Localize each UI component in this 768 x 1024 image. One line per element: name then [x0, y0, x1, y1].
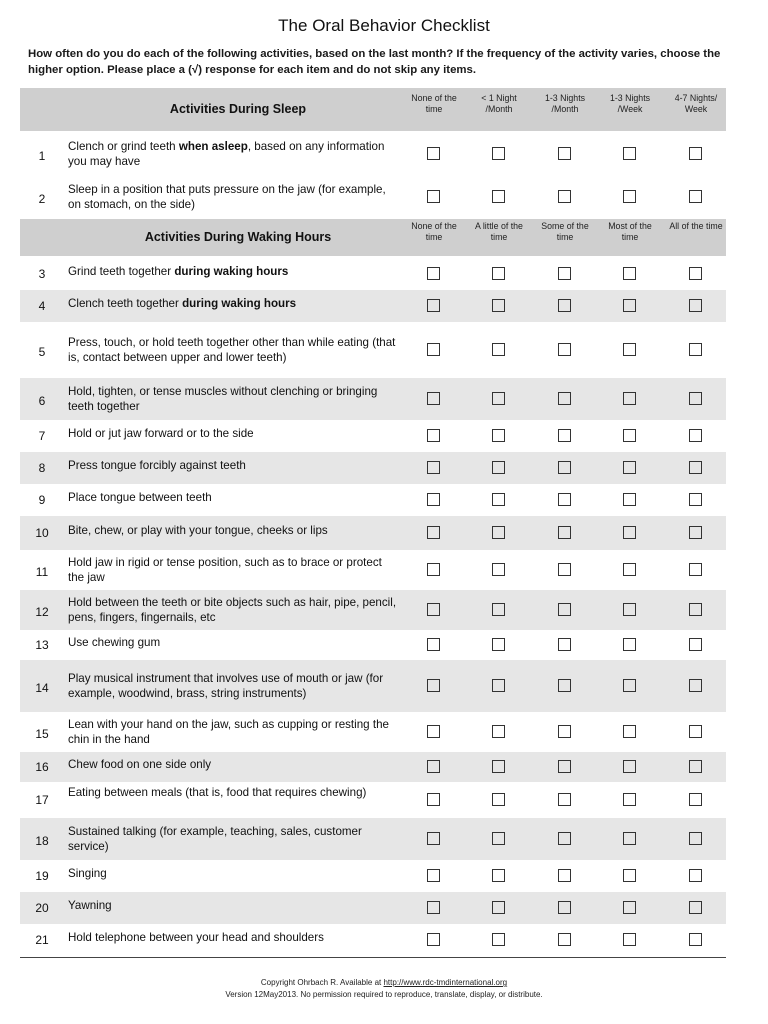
response-checkbox-5[interactable]: [689, 679, 702, 692]
item-row: [20, 550, 726, 590]
item-description: [68, 824, 398, 854]
item-description: [68, 671, 398, 701]
item-description: [68, 757, 398, 772]
item-row: [20, 420, 726, 452]
response-checkbox-1[interactable]: [427, 760, 440, 773]
item-number: 14: [35, 681, 49, 695]
response-checkbox-5[interactable]: [689, 901, 702, 914]
response-checkbox-3[interactable]: [558, 392, 571, 405]
item-row: [20, 177, 726, 217]
item-number: 17: [35, 793, 49, 807]
item-text: Hold, tighten, or tense muscles without clenching or bringing teeth together: [68, 385, 378, 413]
item-description: [68, 930, 398, 945]
response-checkbox-3[interactable]: [558, 793, 571, 806]
item-number: 13: [35, 638, 49, 652]
response-checkbox-3[interactable]: [558, 638, 571, 651]
response-checkbox-4[interactable]: [623, 933, 636, 946]
response-checkbox-5[interactable]: [689, 603, 702, 616]
item-number: 9: [38, 493, 46, 507]
item-description: [68, 785, 398, 800]
response-checkbox-4[interactable]: [623, 429, 636, 442]
response-checkbox-2[interactable]: [492, 461, 505, 474]
response-checkbox-3[interactable]: [558, 461, 571, 474]
item-description: [68, 296, 398, 311]
item-row: [20, 378, 726, 420]
response-checkbox-2[interactable]: [492, 392, 505, 405]
item-description: [68, 490, 398, 505]
response-checkbox-4[interactable]: [623, 901, 636, 914]
response-checkbox-4[interactable]: [623, 760, 636, 773]
item-description: [68, 898, 398, 913]
response-checkbox-2[interactable]: [492, 901, 505, 914]
item-number: 6: [38, 394, 46, 408]
item-text: Grind teeth together: [68, 265, 175, 278]
response-checkbox-4[interactable]: [623, 563, 636, 576]
response-checkbox-5[interactable]: [689, 493, 702, 506]
response-checkbox-5[interactable]: [689, 190, 702, 203]
item-number: 16: [35, 760, 49, 774]
response-checkbox-4[interactable]: [623, 526, 636, 539]
response-checkbox-3[interactable]: [558, 933, 571, 946]
response-checkbox-1[interactable]: [427, 526, 440, 539]
response-checkbox-2[interactable]: [492, 638, 505, 651]
response-checkbox-5[interactable]: [689, 760, 702, 773]
response-checkbox-4[interactable]: [623, 793, 636, 806]
response-checkbox-5[interactable]: [689, 343, 702, 356]
waking-col-header-4: Most of the time: [608, 221, 652, 242]
response-checkbox-1[interactable]: [427, 190, 440, 203]
item-description: [68, 426, 398, 441]
response-checkbox-1[interactable]: [427, 869, 440, 882]
item-number: 18: [35, 834, 49, 848]
item-row: [20, 133, 726, 175]
item-text-bold: during waking hours: [174, 265, 289, 278]
item-number: 7: [38, 429, 46, 443]
response-checkbox-3[interactable]: [558, 760, 571, 773]
item-row: [20, 782, 726, 818]
item-text: Sustained talking (for example, teaching, sales, customer service): [68, 825, 362, 853]
response-checkbox-4[interactable]: [623, 147, 636, 160]
instructions: How often do you do each of the following activities, based on the last month? If the frequency of the activity varies, choose the higher option. Please place a (√) response for each item and do not skip any items.: [28, 48, 721, 76]
waking-col-header-1: None of the time: [411, 221, 457, 242]
response-checkbox-3[interactable]: [558, 603, 571, 616]
item-text-suffix: , based on any information you may have: [68, 140, 385, 168]
sleep-col-header-3: 1-3 Nights /Month: [544, 93, 586, 114]
waking-col-header-5: All of the time: [669, 221, 723, 231]
item-row: [20, 924, 726, 956]
response-checkbox-5[interactable]: [689, 793, 702, 806]
item-text: Bite, chew, or play with your tongue, cheeks or lips: [68, 524, 328, 537]
item-row: [20, 630, 726, 660]
item-number: 12: [35, 605, 49, 619]
item-text: Sleep in a position that puts pressure on the jaw (for example, on stomach, on the side): [68, 183, 386, 211]
response-checkbox-1[interactable]: [427, 429, 440, 442]
item-text: Clench or grind teeth: [68, 140, 179, 153]
response-checkbox-3[interactable]: [558, 832, 571, 845]
sleep-section-title: Activities During Sleep: [169, 101, 307, 116]
response-checkbox-2[interactable]: [492, 190, 505, 203]
item-row: [20, 258, 726, 290]
item-row: [20, 452, 726, 484]
response-checkbox-5[interactable]: [689, 638, 702, 651]
item-number: 10: [35, 526, 49, 540]
item-number: 4: [38, 299, 46, 313]
item-text: Chew food on one side only: [68, 758, 212, 771]
waking-section-title: Activities During Waking Hours: [144, 229, 332, 244]
item-row: [20, 322, 726, 378]
item-text: Press, touch, or hold teeth together other than while eating (that is, contact between upper and lower teeth): [68, 336, 396, 364]
item-description: [68, 717, 398, 747]
item-text: Place tongue between teeth: [68, 491, 212, 504]
sleep-col-header-4: 1-3 Nights /Week: [609, 93, 651, 114]
response-checkbox-3[interactable]: [558, 343, 571, 356]
response-checkbox-2[interactable]: [492, 679, 505, 692]
response-checkbox-1[interactable]: [427, 299, 440, 312]
item-row: [20, 752, 726, 782]
footer-copyright-prefix: Copyright Ohrbach R. Available at: [260, 978, 384, 987]
item-text-bold: during waking hours: [182, 297, 297, 310]
item-description: [68, 182, 398, 212]
response-checkbox-1[interactable]: [427, 343, 440, 356]
response-checkbox-2[interactable]: [492, 603, 505, 616]
item-description: [68, 555, 398, 585]
item-description: [68, 384, 398, 414]
response-checkbox-1[interactable]: [427, 638, 440, 651]
item-text: Hold jaw in rigid or tense position, such as to brace or protect the jaw: [68, 556, 382, 584]
response-checkbox-4[interactable]: [623, 190, 636, 203]
item-number: 3: [38, 267, 46, 281]
item-text: Eating between meals (that is, food that requires chewing): [68, 786, 367, 799]
response-checkbox-4[interactable]: [623, 638, 636, 651]
response-checkbox-2[interactable]: [492, 869, 505, 882]
item-row: [20, 660, 726, 712]
item-number: 8: [38, 461, 46, 475]
response-checkbox-4[interactable]: [623, 267, 636, 280]
item-description: [68, 458, 398, 473]
item-number: 1: [38, 149, 46, 163]
response-checkbox-2[interactable]: [492, 725, 505, 738]
item-row: [20, 892, 726, 924]
page-title: The Oral Behavior Checklist: [278, 16, 490, 35]
response-checkbox-5[interactable]: [689, 725, 702, 738]
response-checkbox-4[interactable]: [623, 869, 636, 882]
item-text: Yawning: [68, 899, 112, 912]
footer-url-link[interactable]: http://www.rdc-tmdinternational.org: [383, 978, 508, 987]
response-checkbox-5[interactable]: [689, 392, 702, 405]
response-checkbox-2[interactable]: [492, 563, 505, 576]
response-checkbox-4[interactable]: [623, 725, 636, 738]
sleep-col-header-5: 4-7 Nights/ Week: [674, 93, 718, 114]
response-checkbox-5[interactable]: [689, 832, 702, 845]
item-text: Hold telephone between your head and shoulders: [68, 931, 324, 944]
item-text: Clench teeth together: [68, 297, 183, 310]
response-checkbox-2[interactable]: [492, 493, 505, 506]
response-checkbox-5[interactable]: [689, 933, 702, 946]
response-checkbox-3[interactable]: [558, 147, 571, 160]
response-checkbox-4[interactable]: [623, 461, 636, 474]
item-text: Hold between the teeth or bite objects such as hair, pipe, pencil, pens, fingers, fingernails, etc: [68, 596, 397, 624]
response-checkbox-5[interactable]: [689, 147, 702, 160]
item-row: [20, 818, 726, 860]
response-checkbox-2[interactable]: [492, 760, 505, 773]
response-checkbox-1[interactable]: [427, 461, 440, 474]
item-number: 15: [35, 727, 49, 741]
sleep-header-row: [20, 88, 726, 131]
response-checkbox-2[interactable]: [492, 267, 505, 280]
item-row: [20, 290, 726, 322]
response-checkbox-1[interactable]: [427, 933, 440, 946]
item-number: 19: [35, 869, 49, 883]
item-description: [68, 264, 398, 279]
response-checkbox-3[interactable]: [558, 190, 571, 203]
response-checkbox-3[interactable]: [558, 493, 571, 506]
response-checkbox-4[interactable]: [623, 679, 636, 692]
item-description: [68, 635, 398, 650]
item-text: Use chewing gum: [68, 636, 161, 649]
item-text: Press tongue forcibly against teeth: [68, 459, 246, 472]
response-checkbox-3[interactable]: [558, 267, 571, 280]
item-number: 2: [38, 192, 46, 206]
response-checkbox-5[interactable]: [689, 429, 702, 442]
response-checkbox-4[interactable]: [623, 603, 636, 616]
waking-header-row: [20, 219, 726, 256]
item-description: [68, 335, 398, 365]
response-checkbox-2[interactable]: [492, 343, 505, 356]
item-text-bold: when asleep: [178, 140, 248, 153]
item-text: Singing: [68, 867, 107, 880]
response-checkbox-3[interactable]: [558, 299, 571, 312]
response-checkbox-1[interactable]: [427, 603, 440, 616]
item-row: [20, 516, 726, 550]
footer: [0, 977, 768, 1001]
response-checkbox-3[interactable]: [558, 526, 571, 539]
response-checkbox-1[interactable]: [427, 563, 440, 576]
response-checkbox-1[interactable]: [427, 725, 440, 738]
response-checkbox-1[interactable]: [427, 267, 440, 280]
response-checkbox-1[interactable]: [427, 679, 440, 692]
response-checkbox-3[interactable]: [558, 869, 571, 882]
response-checkbox-2[interactable]: [492, 429, 505, 442]
item-number: 20: [35, 901, 49, 915]
item-description: [68, 866, 398, 881]
response-checkbox-5[interactable]: [689, 869, 702, 882]
waking-col-header-2: A little of the time: [475, 221, 523, 242]
response-checkbox-1[interactable]: [427, 793, 440, 806]
response-checkbox-5[interactable]: [689, 267, 702, 280]
response-checkbox-2[interactable]: [492, 832, 505, 845]
response-checkbox-3[interactable]: [558, 429, 571, 442]
response-checkbox-1[interactable]: [427, 901, 440, 914]
response-checkbox-3[interactable]: [558, 563, 571, 576]
response-checkbox-4[interactable]: [623, 392, 636, 405]
item-description: [68, 523, 398, 538]
response-checkbox-2[interactable]: [492, 299, 505, 312]
item-text: Play musical instrument that involves use of mouth or jaw (for example, woodwind, brass, string instruments): [68, 672, 384, 700]
item-text: Lean with your hand on the jaw, such as cupping or resting the chin in the hand: [68, 718, 389, 746]
response-checkbox-5[interactable]: [689, 461, 702, 474]
response-checkbox-2[interactable]: [492, 933, 505, 946]
response-checkbox-5[interactable]: [689, 563, 702, 576]
response-checkbox-1[interactable]: [427, 147, 440, 160]
sleep-col-header-2: < 1 Night /Month: [481, 93, 517, 114]
bottom-rule: [20, 957, 726, 958]
response-checkbox-5[interactable]: [689, 526, 702, 539]
item-row: [20, 712, 726, 752]
response-checkbox-5[interactable]: [689, 299, 702, 312]
response-checkbox-3[interactable]: [558, 901, 571, 914]
item-number: 11: [35, 565, 49, 579]
item-text: Hold or jut jaw forward or to the side: [68, 427, 254, 440]
item-row: [20, 484, 726, 516]
response-checkbox-3[interactable]: [558, 725, 571, 738]
item-row: [20, 860, 726, 892]
item-number: 21: [35, 933, 49, 947]
response-checkbox-4[interactable]: [623, 299, 636, 312]
response-checkbox-3[interactable]: [558, 679, 571, 692]
response-checkbox-4[interactable]: [623, 343, 636, 356]
footer-copyright: [0, 977, 768, 989]
sleep-col-header-1: None of the time: [411, 93, 457, 114]
response-checkbox-2[interactable]: [492, 147, 505, 160]
item-row: [20, 590, 726, 630]
footer-version: Version 12May2013. No permission required to reproduce, translate, display, or distribute.: [225, 990, 543, 999]
response-checkbox-1[interactable]: [427, 832, 440, 845]
item-number: 5: [38, 345, 46, 359]
response-checkbox-2[interactable]: [492, 526, 505, 539]
waking-col-header-3: Some of the time: [541, 221, 589, 242]
response-checkbox-4[interactable]: [623, 832, 636, 845]
response-checkbox-4[interactable]: [623, 493, 636, 506]
item-description: [68, 595, 398, 625]
response-checkbox-1[interactable]: [427, 493, 440, 506]
response-checkbox-1[interactable]: [427, 392, 440, 405]
item-description: [68, 139, 398, 169]
response-checkbox-2[interactable]: [492, 793, 505, 806]
